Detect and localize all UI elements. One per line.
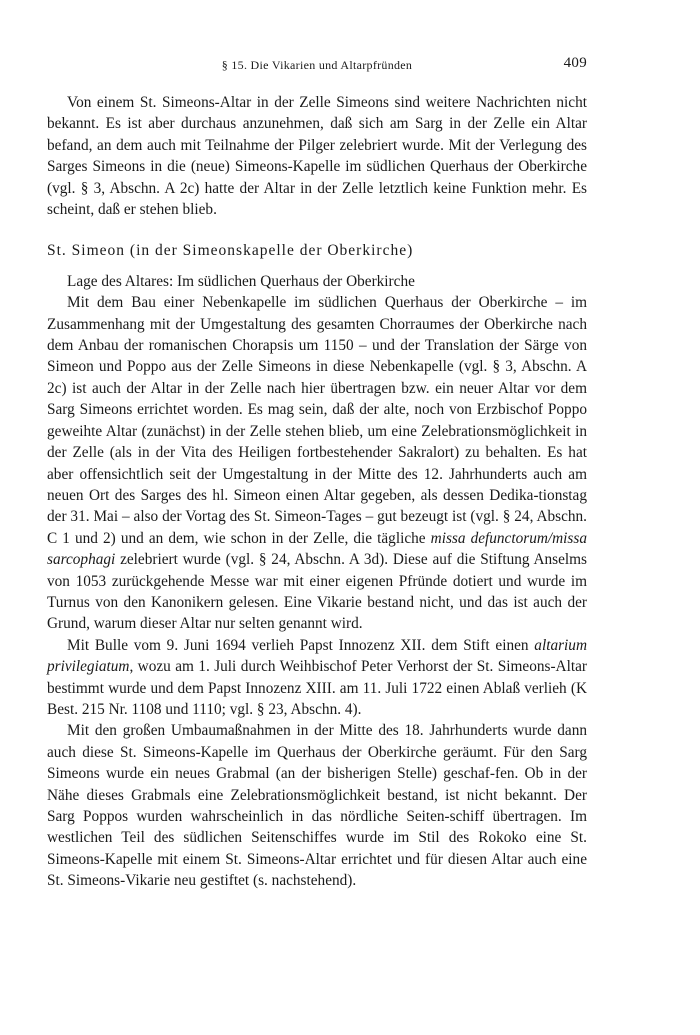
paragraph-3-text-b: , wozu am 1. Juli durch Weihbischof Peter Verhorst der St. Simeons-Altar bestimmt wurde und dem Papst Innozenz XIII. am 11. Juli 1722 einen Ablaß verlieh (K Best. 215 Nr. 1108 und 1110; vgl. § 23, Abschn. 4). (47, 658, 587, 718)
body-text (47, 92, 587, 892)
paragraph-1: Von einem St. Simeons-Altar in der Zelle Simeons sind weitere Nachrichten nicht bekannt. Es ist aber durchaus anzunehmen, daß sich am Sarg in der Zelle ein Altar befand, an dem auch mit Teilnahme der Pilger zelebriert wurde. Mit der Verlegung des Sarges Simeons in die (neue) Simeons-Kapelle im südlichen Querhaus der Oberkirche (vgl. § 3, Abschn. A 2c) hatte der Altar in der Zelle letztlich keine Funktion mehr. Es scheint, daß er stehen blieb. (47, 94, 587, 219)
running-header (47, 55, 587, 75)
paragraph-2-text-a: Mit dem Bau einer Nebenkapelle im südlichen Querhaus der Oberkirche – im Zusammenhang mit der Umgestaltung des gesamten Chorraumes der Oberkirche nach dem Anbau der romanischen Chorapsis um 1150 – und der Translation der Särge von Simeon und Poppo aus der Zelle Simeons in diese Nebenkapelle (vgl. § 3, Abschn. A 2c) ist auch der Altar in der Zelle nach hier übertragen bzw. ein neuer Altar vor dem Sarg Simeons errichtet worden. Es mag sein, daß der alte, noch von Erzbischof Poppo geweihte Altar (zunächst) in der Zelle stehen blieb, um eine Zelebrationsmöglichkeit in der Zelle (als in der Vita des Heiligen fortbestehender Sakralort) zu behalten. Es hat aber offensichtlich seit der Umgestaltung in der Mitte des 12. Jahrhunderts auch am neuen Ort des Sarges des hl. Simeon einen Altar gegeben, als dessen Dedika-tionstag der 31. Mai – also der Vortag des St. Simeon-Tages – gut bezeugt ist (vgl. § 24, Abschn. C 1 und 2) und an dem, wie schon in der Zelle, die tägliche (47, 294, 587, 547)
paragraph-3 (47, 635, 587, 721)
paragraph-2-text-b: zelebriert wurde (vgl. § 24, Abschn. A 3d). Diese auf die Stiftung Anselms von 1053 zurückgehende Messe war mit einer eigenen Pfründe dotiert und wurde im Turnus von den Kanonikern gelesen. Eine Vikarie bestand nicht, und das ist auch der Grund, warum dieser Altar nur selten genannt wird. (47, 551, 587, 633)
paragraph-3-italic: altarium privilegiatum (47, 636, 587, 676)
running-title: § 15. Die Vikarien und Altarpfründen (221, 58, 413, 72)
page-number: 409 (563, 55, 587, 71)
paragraph-4: Mit den großen Umbaumaßnahmen in der Mitte des 18. Jahrhunderts wurde dann auch diese St. Simeons-Kapelle im Querhaus der Oberkirche geräumt. Für den Sarg Simeons wurde ein neues Grabmal (an der bisherigen Stelle) geschaf-fen. Ob in der Nähe dieses Grabmals eine Zelebrationsmöglichkeit bestand, ist nicht bekannt. Der Sarg Poppos wurden wahrscheinlich in das nördliche Seiten-schiff übertragen. Im westlichen Teil des südlichen Seitenschiffes wurde im Stil des Rokoko eine St. Simeons-Kapelle mit einem St. Simeons-Altar errichtet und für diesen Altar auch eine St. Simeons-Vikarie neu gestiftet (s. nachstehend). (47, 722, 587, 890)
altar-location: Lage des Altares: Im südlichen Querhaus der Oberkirche (67, 272, 415, 290)
paragraph-3-text-a: Mit Bulle vom 9. Juni 1694 verlieh Papst Innozenz XII. dem Stift einen (67, 636, 529, 654)
paragraph-2-italic: missa defunctorum/missa sarcophagi (47, 529, 587, 569)
section-heading: St. Simeon (in der Simeonskapelle der Oberkirche) (47, 242, 414, 260)
paragraph-2 (47, 292, 587, 635)
